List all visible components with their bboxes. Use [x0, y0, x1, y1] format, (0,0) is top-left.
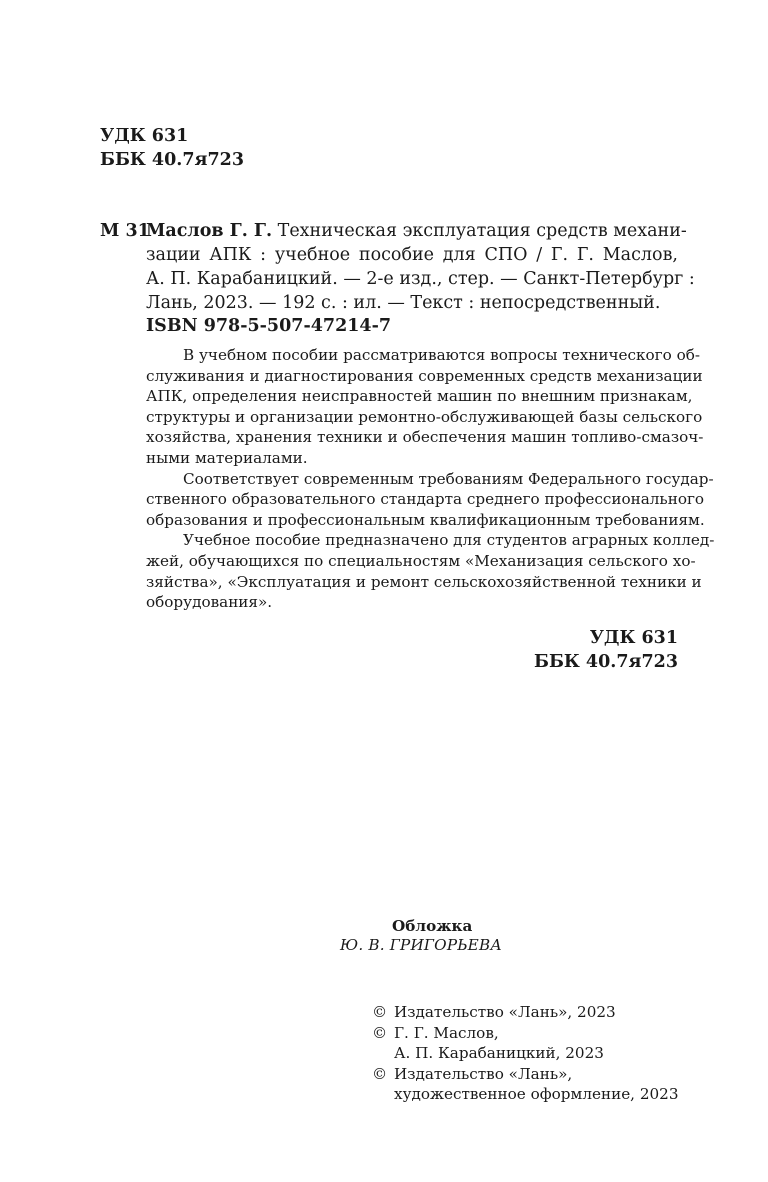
annotation-line: хозяйства, хранения техники и обеспечения машин топливо-смазоч-: [146, 428, 704, 447]
annotation-line: Соответствует современным требованиям Федерального государ-: [183, 469, 714, 488]
annotation-line: АПК, определения неисправностей машин по внешним признакам,: [146, 387, 693, 406]
isbn: ISBN 978-5-507-47214-7: [146, 316, 392, 336]
cover-artist: Ю. В. ГРИГОРЬЕВА: [340, 936, 503, 954]
annotation-line: оборудования».: [146, 593, 273, 612]
copyright-entry: [372, 1002, 679, 1023]
copyright-text: Издательство «Лань»,: [394, 1064, 573, 1083]
annotation-line: ными материалами.: [146, 448, 308, 467]
copyright-icon: ©: [372, 1064, 388, 1083]
copyright-icon: ©: [372, 1023, 388, 1042]
copyright-entry: [372, 1064, 679, 1085]
annotation-line: жей, обучающихся по специальностям «Механизация сельского хо-: [146, 551, 696, 570]
bbk-code: ББК 40.7я723: [534, 652, 678, 672]
biblio-line: А. П. Карабаницкий. — 2-е изд., стер. — Санкт-Петербург :: [146, 269, 695, 289]
annotation-line: зяйства», «Эксплуатация и ремонт сельскохозяйственной техники и: [146, 572, 702, 591]
author-mark: М 31: [100, 221, 150, 241]
udk-code: УДК 631: [100, 126, 189, 146]
bbk-code: ББК 40.7я723: [100, 150, 244, 170]
copyright-icon: ©: [372, 1003, 388, 1021]
copyright-text-continued: художественное оформление, 2023: [394, 1085, 679, 1103]
biblio-line: зации АПК : учебное пособие для СПО / Г. Г. Маслов,: [146, 245, 678, 265]
annotation: [146, 345, 715, 613]
copyright-entry: [372, 1023, 679, 1044]
biblio-author: Маслов Г. Г.: [146, 221, 273, 241]
annotation-line: В учебном пособии рассматриваются вопросы технического об-: [183, 346, 701, 364]
biblio-title-start: Техническая эксплуатация средств механи-: [272, 221, 687, 241]
copyright-block: [372, 1002, 679, 1105]
annotation-line: образования и профессиональным квалификационным требованиям.: [146, 510, 705, 529]
annotation-line: ственного образовательного стандарта среднего профессионального: [146, 490, 705, 509]
annotation-line: служивания и диагностирования современных средств механизации: [146, 366, 703, 385]
biblio-line: [146, 219, 687, 243]
udk-code: УДК 631: [589, 628, 678, 648]
copyright-text: Издательство «Лань», 2023: [394, 1003, 616, 1021]
bibliographic-record: [146, 219, 695, 315]
annotation-line: структуры и организации ремонтно-обслуживающей базы сельского: [146, 407, 703, 426]
biblio-line: Лань, 2023. — 192 с. : ил. — Текст : непосредственный.: [146, 293, 661, 313]
copyright-text: Г. Г. Маслов,: [394, 1023, 499, 1042]
cover-label: Обложка: [392, 917, 473, 935]
annotation-line: Учебное пособие предназначено для студентов аграрных коллед-: [183, 531, 715, 550]
classification-top: [100, 124, 244, 172]
copyright-text-continued: А. П. Карабаницкий, 2023: [394, 1044, 604, 1062]
classification-bottom: [534, 626, 678, 674]
